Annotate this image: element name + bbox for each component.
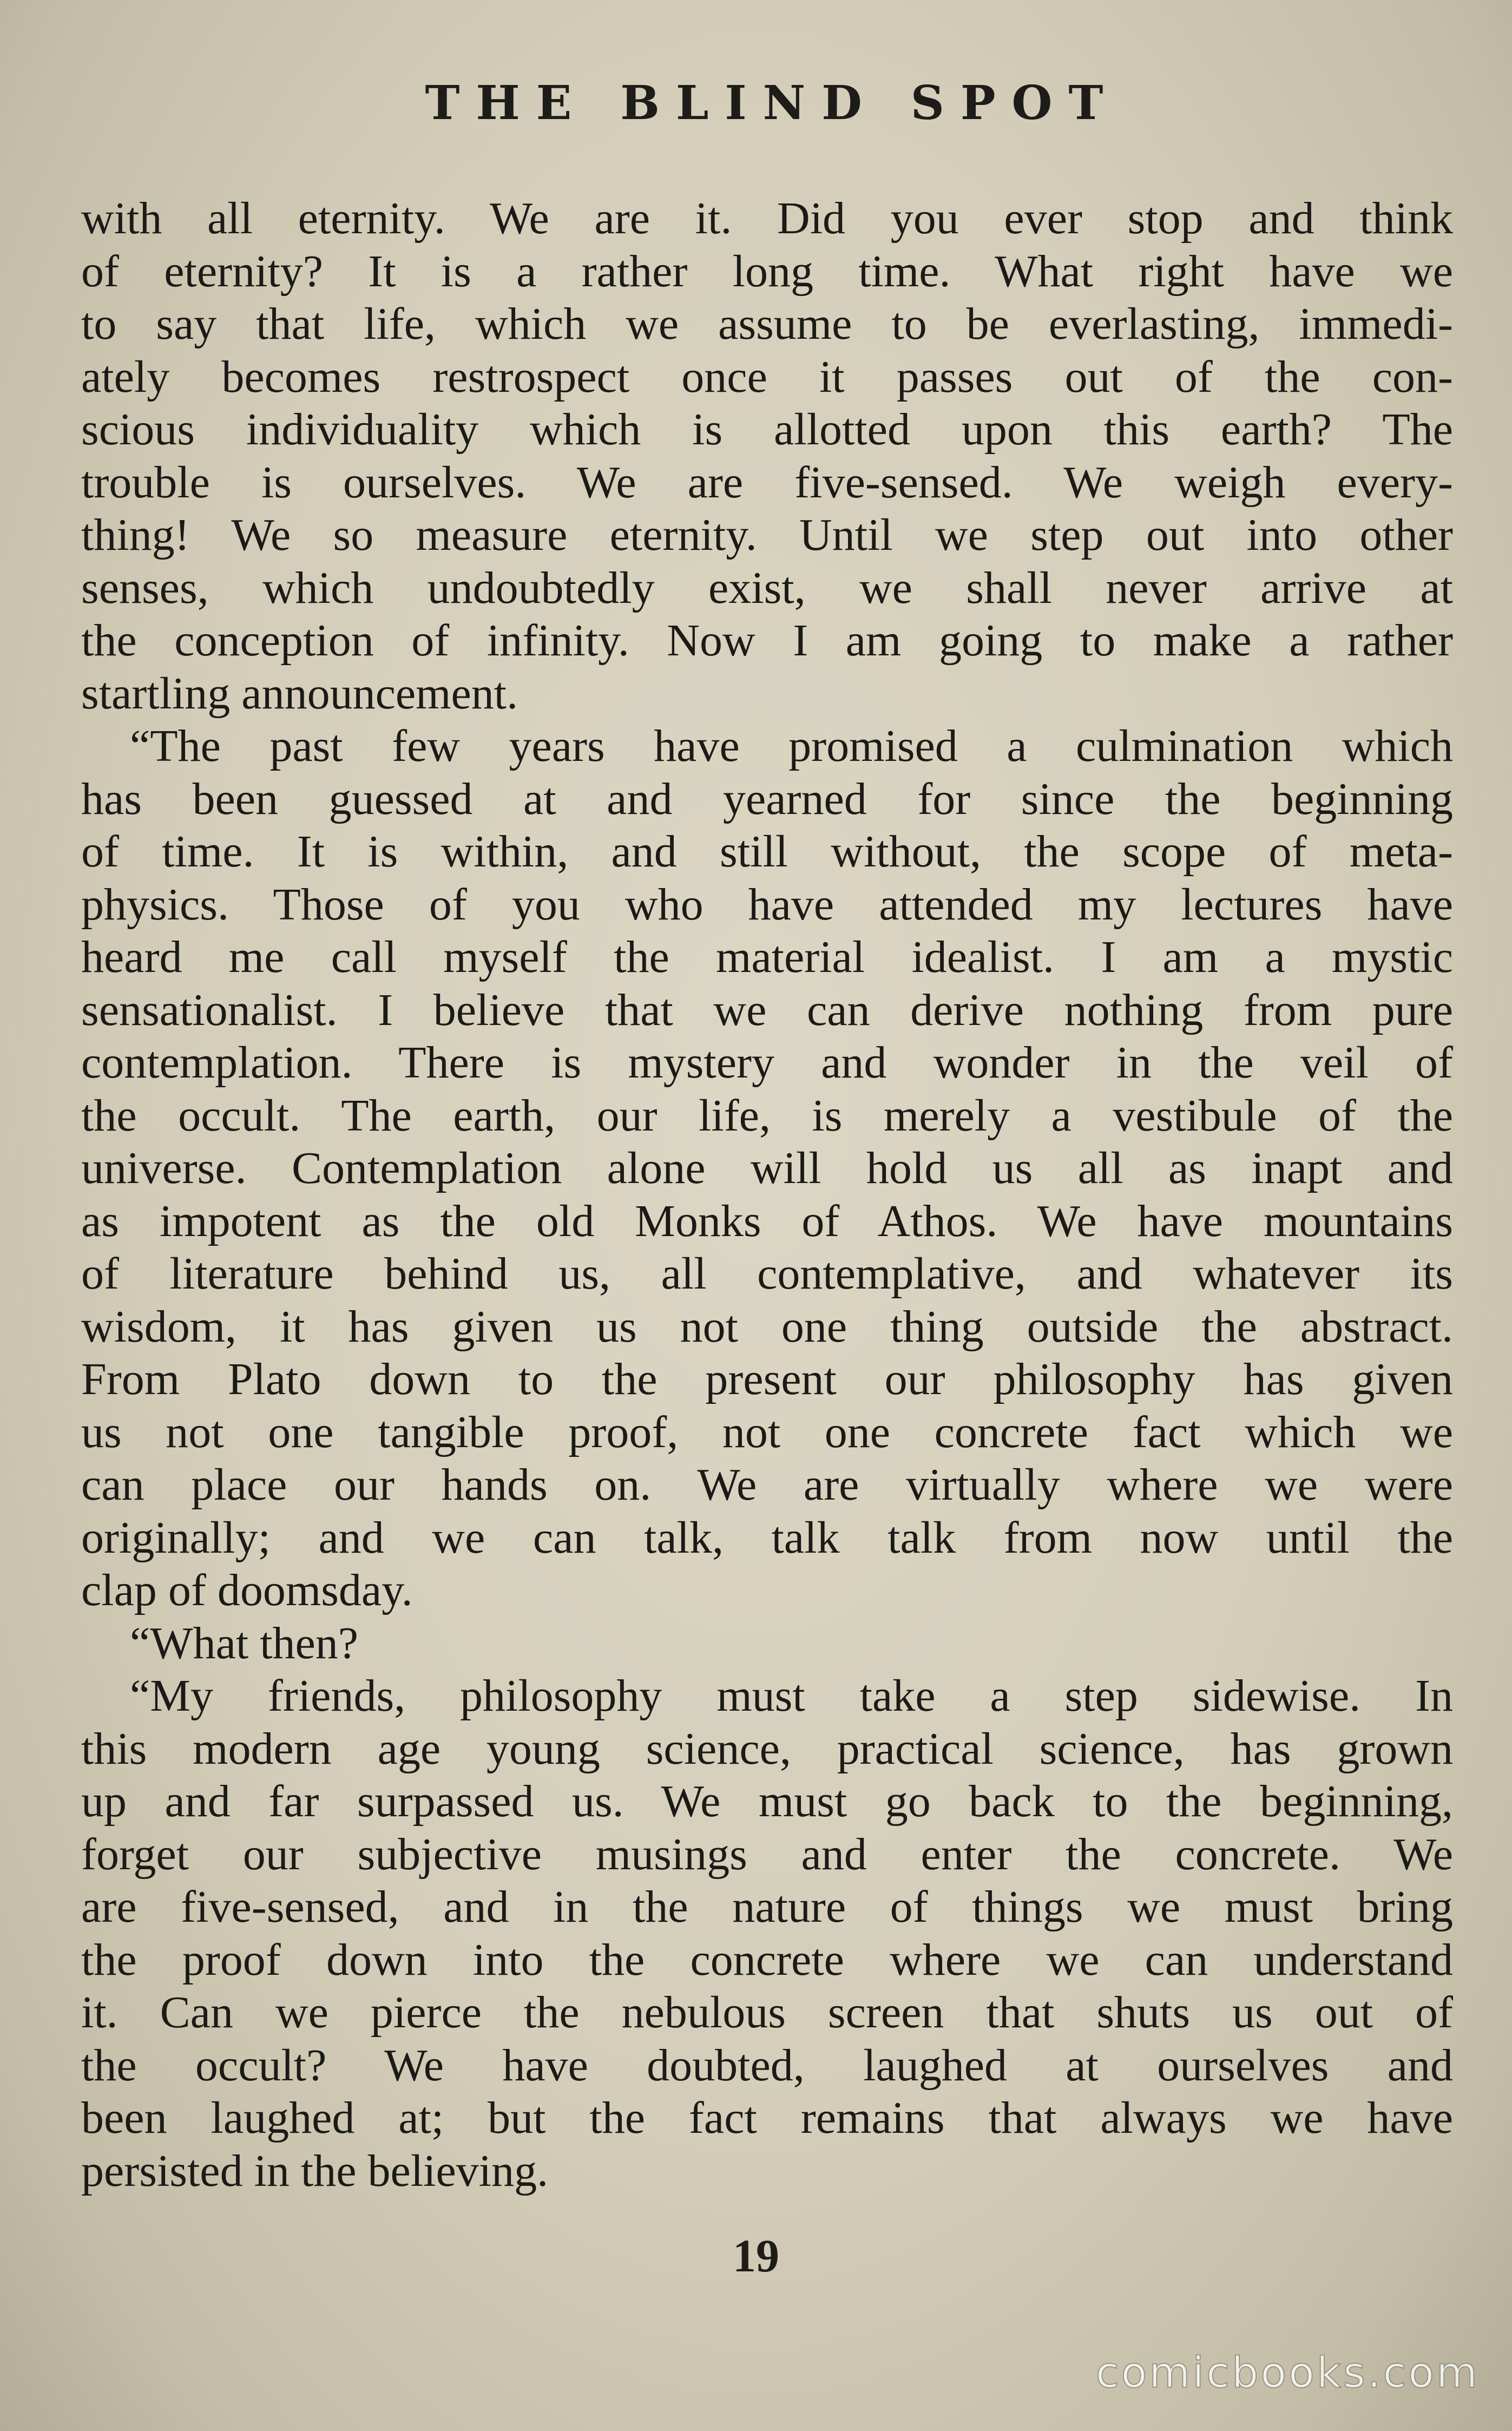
text-line: “The past few years have promised a culmination which: [130, 721, 1453, 771]
text-line: of literature behind us, all contemplative, and whatever its: [81, 1249, 1453, 1299]
text-line: trouble is ourselves. We are five-sensed. We weigh every-: [81, 457, 1453, 508]
text-line: originally; and we can talk, talk talk from now until the: [81, 1512, 1453, 1563]
text-line: this modern age young science, practical science, has grown: [81, 1723, 1453, 1774]
text-line: the occult? We have doubted, laughed at ourselves and: [81, 2040, 1453, 2091]
text-line: us not one tangible proof, not one concrete fact which we: [81, 1407, 1453, 1457]
text-line: persisted in the believing.: [81, 2145, 549, 2196]
text-line: the occult. The earth, our life, is merely a vestibule of the: [81, 1090, 1453, 1141]
text-line: been laughed at; but the fact remains that always we have: [81, 2093, 1453, 2143]
text-line: scious individuality which is allotted upon this earth? The: [81, 404, 1453, 455]
text-line: to say that life, which we assume to be everlasting, immedi-: [81, 299, 1453, 349]
text-line: From Plato down to the present our philosophy has given: [81, 1354, 1453, 1404]
text-line: “What then?: [130, 1618, 359, 1668]
running-header: THE BLIND SPOT: [425, 76, 1120, 130]
text-line: heard me call myself the material idealist. I am a mystic: [81, 932, 1453, 982]
page-number: 19: [733, 2230, 779, 2282]
watermark: comicbooks.com: [1095, 2349, 1480, 2397]
text-line: sensationalist. I believe that we can derive nothing from pure: [81, 984, 1453, 1035]
text-line: of eternity? It is a rather long time. What right have we: [81, 246, 1453, 297]
text-line: startling announcement.: [81, 668, 518, 719]
text-line: wisdom, it has given us not one thing outside the abstract.: [81, 1301, 1453, 1352]
text-line: as impotent as the old Monks of Athos. We have mountains: [81, 1195, 1453, 1246]
text-line: universe. Contemplation alone will hold us all as inapt and: [81, 1143, 1453, 1193]
text-line: has been guessed at and yearned for since the beginning: [81, 773, 1453, 824]
text-line: it. Can we pierce the nebulous screen that shuts us out of: [81, 1987, 1453, 2038]
body-text: [81, 192, 1453, 2197]
text-line: can place our hands on. We are virtually where we were: [81, 1460, 1453, 1510]
text-line: of time. It is within, and still without, the scope of meta-: [81, 826, 1453, 877]
text-line: thing! We so measure eternity. Until we step out into other: [81, 510, 1453, 560]
text-line: the conception of infinity. Now I am going to make a rather: [81, 615, 1453, 666]
text-line: with all eternity. We are it. Did you ever stop and think: [81, 193, 1453, 244]
text-line: clap of doomsday.: [81, 1565, 413, 1615]
text-line: up and far surpassed us. We must go back to the beginning,: [81, 1776, 1453, 1826]
text-line: are five-sensed, and in the nature of things we must bring: [81, 1882, 1453, 1932]
text-line: contemplation. There is mystery and wonder in the veil of: [81, 1037, 1453, 1088]
text-line: the proof down into the concrete where we can understand: [81, 1934, 1453, 1985]
text-line: “My friends, philosophy must take a step sidewise. In: [130, 1671, 1453, 1721]
text-line: physics. Those of you who have attended my lectures have: [81, 879, 1453, 930]
text-line: forget our subjective musings and enter the concrete. We: [81, 1829, 1453, 1880]
text-line: ately becomes restrospect once it passes out of the con-: [81, 351, 1453, 402]
text-line: senses, which undoubtedly exist, we shall never arrive at: [81, 562, 1453, 613]
